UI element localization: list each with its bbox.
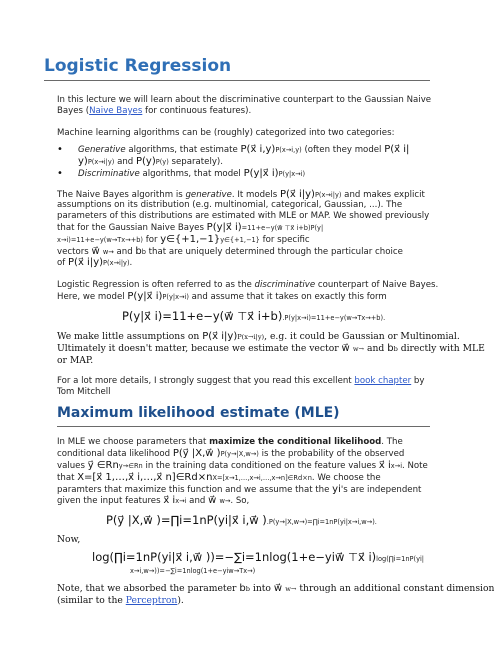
intro-line-1: In this lecture we will learn about the discriminative counterpart to the Gaussian Naive bbox=[57, 95, 432, 105]
lr-assumption-line-2: Ultimately it doesn't matter, because we estimate the vector w⃗ w→ and bb directly with MLE bbox=[57, 343, 485, 354]
mle-heading-underline bbox=[57, 426, 430, 427]
mle-heading: Maximum likelihood estimate (MLE) bbox=[57, 405, 340, 421]
mle-equation-2-cont: x→i,w→))=−∑i=1nlog(1+e−yiw→Tx→) bbox=[130, 567, 256, 575]
lr-line-1: Logistic Regression is often referred to as the discriminative counterpart of Naive Bayes. bbox=[57, 280, 439, 290]
lr-more-line-1: For a lot more details, I strongly suggest that you read this excellent book chapter by bbox=[57, 376, 425, 386]
lr-line-2: Here, we model P(y|x⃗ i)P(y|x→i) and assume that it takes on exactly this form bbox=[57, 291, 387, 302]
mle-line-4: that X=[x⃗ 1,…,x⃗ i,…,x⃗ n]∈Rd×nX=[x→1,…,x→i,…,x→n]∈Rd×n. We choose the bbox=[57, 472, 381, 483]
nb-line-6: vectors w⃗ w→ and bb that are uniquely determined through the particular choice bbox=[57, 246, 403, 257]
nb-line-5: x→i)=11+e−y(w→Tx→+b) for y∈{+1,−1}y∈{+1,−1} for specific bbox=[57, 234, 310, 245]
mle-line-5: paramters that maximize this function and we assume that the yi's are independent bbox=[57, 484, 422, 495]
mle-note-line-1: Note, that we absorbed the parameter bb into w⃗ w→ through an additional constant dimension bbox=[57, 583, 494, 594]
mle-note-line-2: (similar to the Perceptron). bbox=[57, 595, 184, 606]
lr-assumption-line-1: We make little assumptions on P(x⃗ i|y)P(x→i|y), e.g. it could be Gaussian or Multinomial. bbox=[57, 331, 460, 342]
title-underline bbox=[44, 80, 430, 81]
bullet-dot-icon: • bbox=[57, 168, 63, 179]
mle-line-3: values y⃗ ∈Rny→∈Rn in the training data conditioned on the feature values x⃗ ix→i. Note bbox=[57, 460, 428, 471]
lr-equation: P(y|x⃗ i)=11+e−y(w⃗ ⊤x⃗ i+b).P(y|x→i)=11+e−y(w→Tx→+b). bbox=[122, 309, 386, 323]
mle-line-6: given the input features x⃗ ix→i and w⃗ w→. So, bbox=[57, 495, 250, 506]
nb-line-3: parameters of this distributions are estimated with MLE or MAP. We showed previously bbox=[57, 211, 430, 221]
nb-line-1: The Naive Bayes algorithm is generative. It models P(x⃗ i|y)P(x→i|y) and makes explicit bbox=[57, 189, 425, 200]
mle-now: Now, bbox=[57, 534, 81, 545]
bullet-dot-icon: • bbox=[57, 144, 63, 155]
mle-line-2: conditional data likelihood P(y⃗ |X,w⃗ )P(y→|X,w→) is the probability of the observed bbox=[57, 448, 405, 459]
bullet-discriminative: Discriminative algorithms, that model P(y|x⃗ i)P(y|x→i) bbox=[78, 168, 306, 179]
bullet-generative-cont: y)P(x→i|y) and P(y)P(y) separately). bbox=[78, 156, 224, 167]
nb-line-4: that for the Gaussian Naive Bayes P(y|x⃗ i)=11+e−y(w⃗ ⊤x⃗ i+b)P(y| bbox=[57, 222, 324, 233]
nb-line-2: assumptions on its distribution (e.g. multinomial, categorical, Gaussian, ...). The bbox=[57, 200, 403, 210]
intro-line-2: Bayes (Naive Bayes for continuous features). bbox=[57, 106, 252, 116]
perceptron-link[interactable]: Perceptron bbox=[125, 595, 178, 606]
bullet-generative: Generative algorithms, that estimate P(x⃗ i,y)P(x→i,y) (often they model P(x⃗ i| bbox=[78, 144, 410, 155]
mle-equation-1: P(y⃗ |X,w⃗ )=∏i=1nP(yi|x⃗ i,w⃗ ).P(y→|X,w→)=∏i=1nP(yi|x→i,w→). bbox=[106, 513, 377, 527]
lr-assumption-line-3: or MAP. bbox=[57, 355, 94, 366]
book-chapter-link[interactable]: book chapter bbox=[354, 376, 412, 386]
page-title: Logistic Regression bbox=[44, 56, 232, 76]
naive-bayes-link[interactable]: Naive Bayes bbox=[89, 106, 143, 116]
nb-line-7: of P(x⃗ i|y)P(x→i|y). bbox=[57, 257, 133, 268]
mle-line-1: In MLE we choose parameters that maximize the conditional likelihood. The bbox=[57, 437, 403, 447]
mle-equation-2: log(∏i=1nP(yi|x⃗ i,w⃗ ))=−∑i=1nlog(1+e−yiw⃗ ⊤x⃗ i)log(∏i=1nP(yi| bbox=[92, 550, 425, 564]
lr-more-line-2: Tom Mitchell bbox=[57, 387, 111, 397]
categories-lead: Machine learning algorithms can be (roughly) categorized into two categories: bbox=[57, 128, 395, 138]
